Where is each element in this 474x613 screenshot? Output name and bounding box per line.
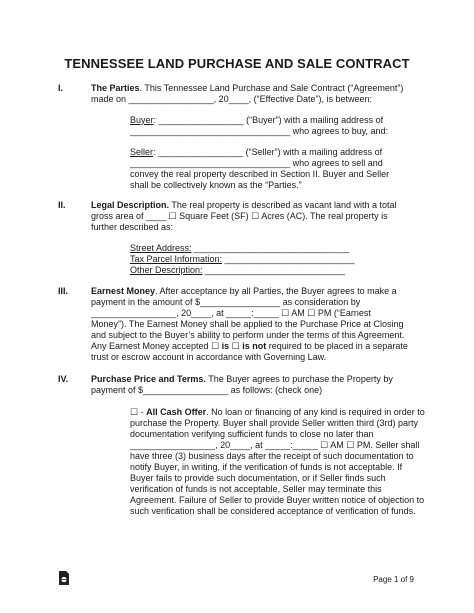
section-3-heading: Earnest Money: [91, 286, 156, 296]
cash-offer-line-1: [130, 407, 425, 418]
etemplates-logo-icon: [58, 570, 70, 586]
cash-offer-line-5: have three (3) business days after the receipt of such documentation to: [130, 451, 414, 461]
section-1-line-1: [91, 83, 403, 94]
cash-offer-checkbox[interactable]: ☐ -: [130, 407, 147, 417]
section-3-line-3: _________________, 20____, at _____:_____ ☐ AM ☐ PM (“Earnest: [91, 308, 371, 318]
section-3-line-5: and subject to the Buyer’s ability to perform under the terms of this Agreement.: [91, 330, 405, 340]
section-4-line-2: payment of $_________________ as follows: (check one): [91, 385, 323, 395]
street-address-label: Street Address:: [130, 243, 192, 253]
section-3-text-6e: required to be placed in a separate: [266, 341, 408, 351]
street-address-blank: _______________________________: [191, 243, 350, 253]
buyer-label: Buyer: [130, 115, 154, 125]
section-2-number: II.: [58, 200, 66, 210]
document-title: TENNESSEE LAND PURCHASE AND SALE CONTRACT: [64, 56, 410, 71]
street-address-line: [130, 243, 349, 254]
section-1-number: I.: [58, 83, 64, 93]
cash-offer-text-1: . No loan or financing of any kind is required in order to: [206, 407, 425, 417]
section-2-text-1: The real property is described as vacant land with a total: [169, 200, 397, 210]
cash-offer-line-2: purchase the Property. Buyer shall provide Seller written third (3rd) party: [130, 418, 418, 428]
section-3-line-7: trust or escrow account in accordance with Governing Law.: [91, 352, 327, 362]
tax-parcel-label: Tax Parcel Information:: [130, 254, 223, 264]
other-description-blank: ____________________________: [202, 265, 346, 275]
cash-offer-heading: All Cash Offer: [146, 407, 207, 417]
cash-offer-line-7: Buyer fails to provide such documentation, or if Seller finds such: [130, 473, 386, 483]
section-1-heading: The Parties: [91, 83, 140, 93]
section-4-text-1: The Buyer agrees to purchase the Property by: [205, 374, 393, 384]
page-number: Page 1 of 9: [373, 575, 414, 584]
cash-offer-line-9: Agreement. Failure of Seller to provide Buyer written notice of objection to: [130, 495, 425, 505]
is-not-option-label: is not: [242, 341, 267, 351]
buyer-line-1: [130, 115, 383, 126]
section-1-text-1: . This Tennessee Land Purchase and Sale Contract (“Agreement”): [139, 83, 404, 93]
buyer-line-2: ________________________________ who agrees to buy, and:: [130, 126, 389, 136]
section-3-text-1: . After acceptance by all Parties, the Buyer agrees to make a: [155, 286, 397, 296]
buyer-text-1: : _________________ (“Buyer”) with a mailing address of: [153, 115, 384, 125]
cash-offer-line-4: _________________, 20____, at _____:_____ ☐ AM ☐ PM. Seller shall: [130, 440, 420, 450]
is-option-label: is: [221, 341, 230, 351]
cash-offer-line-6: notify Buyer, in writing, if the verification of funds is not acceptable. If: [130, 462, 403, 472]
section-2-heading: Legal Description.: [91, 200, 170, 210]
section-2-line-1: [91, 200, 397, 211]
seller-text-1: : _________________ (“Seller”) with a mailing address of: [153, 147, 383, 157]
section-3-number: III.: [58, 286, 69, 296]
section-4-line-1: [91, 374, 393, 385]
tax-parcel-blank: __________________________: [222, 254, 355, 264]
section-1-line-2: made on _________________, 20____, (“Effective Date”), is between:: [91, 94, 373, 104]
seller-line-1: [130, 147, 382, 158]
seller-line-2: ________________________________ who agrees to sell and: [130, 158, 383, 168]
cash-offer-line-10: such verification shall be considered acceptance of verification of funds.: [130, 506, 416, 516]
other-description-line: [130, 265, 345, 276]
section-3-line-1: [91, 286, 397, 297]
section-2-line-2: gross area of ____ ☐ Square Feet (SF) ☐ Acres (AC). The real property is: [91, 211, 388, 221]
section-2-line-3: further described as:: [91, 222, 174, 232]
seller-line-4: shall be collectively known as the “Parties.”: [130, 180, 302, 190]
section-3-line-4: Money”). The Earnest Money shall be applied to the Purchase Price at Closing: [91, 319, 404, 329]
cash-offer-line-8: verification of funds is not acceptable, Seller may terminate this: [130, 484, 382, 494]
tax-parcel-line: [130, 254, 355, 265]
other-description-label: Other Description:: [130, 265, 203, 275]
section-3-text-6c: ☐: [229, 341, 243, 351]
seller-label: Seller: [130, 147, 154, 157]
section-3-line-6: [91, 341, 408, 352]
section-3-line-2: payment in the amount of $________________ as consideration by: [91, 297, 361, 307]
cash-offer-line-3: documentation verifying sufficient funds to close no later than: [130, 429, 374, 439]
section-4-heading: Purchase Price and Terms.: [91, 374, 206, 384]
section-4-number: IV.: [58, 374, 69, 384]
section-3-text-6a: Any Earnest Money accepted ☐: [91, 341, 222, 351]
seller-line-3: convey the real property described in Section II. Buyer and Seller: [130, 169, 390, 179]
